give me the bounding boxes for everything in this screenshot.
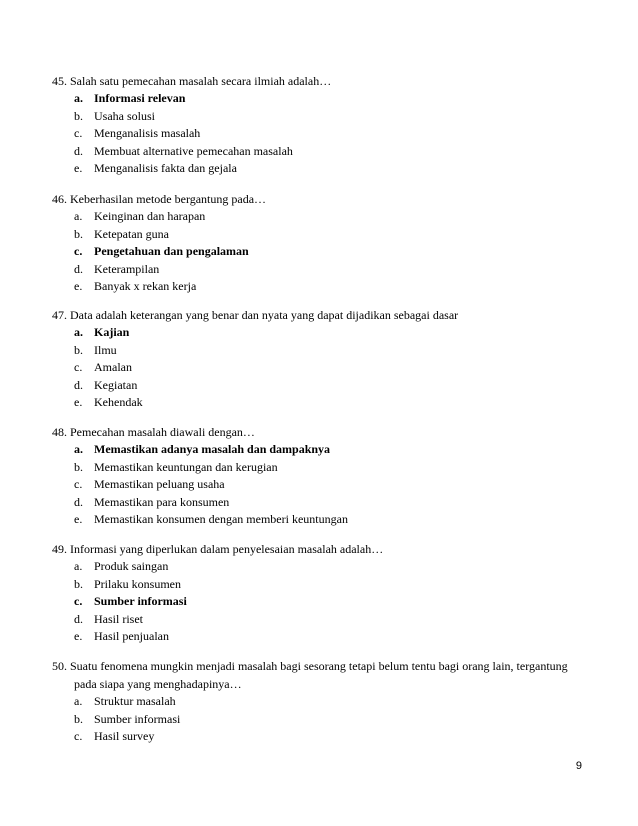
option-letter: b. bbox=[74, 711, 83, 726]
option-letter: c. bbox=[74, 477, 83, 492]
question-number: 45. bbox=[52, 74, 67, 88]
option-d bbox=[74, 143, 592, 161]
option-a bbox=[74, 558, 592, 576]
question-number: 47. bbox=[52, 308, 67, 322]
option-text: Memastikan adanya masalah dan dampaknya bbox=[94, 442, 331, 456]
question-stem bbox=[52, 657, 592, 693]
question-stem bbox=[52, 540, 592, 558]
option-text: Memastikan konsumen dengan memberi keuntungan bbox=[94, 512, 348, 527]
option-text: Sumber informasi bbox=[94, 594, 187, 609]
question-49 bbox=[52, 540, 592, 646]
question-45 bbox=[52, 72, 592, 178]
option-text: Memastikan keuntungan dan kerugian bbox=[94, 459, 278, 474]
option-list bbox=[74, 441, 592, 529]
question-number: 46. bbox=[52, 192, 67, 206]
option-d bbox=[74, 494, 592, 512]
question-text: Pemecahan masalah diawali dengan… bbox=[70, 425, 255, 439]
option-letter: c. bbox=[74, 360, 83, 375]
option-c bbox=[74, 593, 592, 611]
question-47 bbox=[52, 306, 592, 412]
option-d bbox=[74, 611, 592, 629]
option-text: Ilmu bbox=[94, 342, 117, 357]
option-text: Banyak x rekan kerja bbox=[94, 279, 197, 294]
option-text: Menganalisis fakta dan gejala bbox=[94, 161, 237, 176]
question-stem bbox=[52, 72, 592, 90]
option-letter: e. bbox=[74, 279, 83, 294]
question-text: Informasi yang diperlukan dalam penyelesaian masalah adalah… bbox=[70, 542, 384, 556]
question-text: Data adalah keterangan yang benar dan nyata yang dapat dijadikan sebagai dasar bbox=[70, 308, 459, 322]
option-letter: d. bbox=[74, 611, 83, 626]
question-stem bbox=[52, 423, 592, 441]
option-list bbox=[74, 90, 592, 178]
option-a bbox=[74, 441, 592, 459]
option-text: Pengetahuan dan pengalaman bbox=[94, 244, 249, 259]
option-letter: e. bbox=[74, 395, 83, 410]
option-b bbox=[74, 711, 592, 729]
option-letter: c. bbox=[74, 594, 83, 609]
option-letter: a. bbox=[74, 91, 83, 105]
question-stem bbox=[52, 306, 592, 324]
option-letter: d. bbox=[74, 261, 83, 276]
option-d bbox=[74, 377, 592, 395]
option-b bbox=[74, 108, 592, 126]
option-e bbox=[74, 511, 592, 529]
option-c bbox=[74, 125, 592, 143]
option-letter: a. bbox=[74, 325, 83, 339]
option-letter: e. bbox=[74, 161, 83, 176]
option-letter: c. bbox=[74, 729, 83, 744]
option-letter: d. bbox=[74, 494, 83, 509]
option-c bbox=[74, 243, 592, 261]
option-a bbox=[74, 208, 592, 226]
option-text: Keinginan dan harapan bbox=[94, 209, 206, 223]
option-c bbox=[74, 728, 592, 746]
option-text: Hasil survey bbox=[94, 729, 155, 744]
option-letter: c. bbox=[74, 244, 83, 259]
option-e bbox=[74, 628, 592, 646]
option-text: Amalan bbox=[94, 360, 132, 375]
option-b bbox=[74, 459, 592, 477]
option-text: Informasi relevan bbox=[94, 91, 186, 105]
option-letter: b. bbox=[74, 576, 83, 591]
question-text: Keberhasilan metode bergantung pada… bbox=[70, 192, 267, 206]
option-e bbox=[74, 160, 592, 178]
option-e bbox=[74, 278, 592, 296]
option-letter: d. bbox=[74, 143, 83, 158]
option-a bbox=[74, 324, 592, 342]
option-letter: a. bbox=[74, 694, 83, 708]
option-text: Prilaku konsumen bbox=[94, 576, 181, 591]
option-text: Hasil penjualan bbox=[94, 629, 169, 644]
option-b bbox=[74, 576, 592, 594]
option-list bbox=[74, 558, 592, 646]
question-48 bbox=[52, 423, 592, 529]
option-letter: a. bbox=[74, 559, 83, 573]
option-a bbox=[74, 693, 592, 711]
option-text: Produk saingan bbox=[94, 559, 169, 573]
option-text: Membuat alternative pemecahan masalah bbox=[94, 143, 293, 158]
question-stem bbox=[52, 190, 592, 208]
option-letter: e. bbox=[74, 512, 83, 527]
option-letter: a. bbox=[74, 442, 83, 456]
option-c bbox=[74, 359, 592, 377]
option-b bbox=[74, 342, 592, 360]
option-text: Sumber informasi bbox=[94, 711, 181, 726]
option-b bbox=[74, 226, 592, 244]
option-text: Kajian bbox=[94, 325, 130, 339]
question-number: 50. bbox=[52, 659, 67, 673]
question-50 bbox=[52, 657, 592, 746]
question-text: Suatu fenomena mungkin menjadi masalah bagi sesorang tetapi belum tentu bagi orang lain, tergantung pada siapa yang menghadapinya… bbox=[70, 659, 568, 691]
option-e bbox=[74, 394, 592, 412]
option-letter: c. bbox=[74, 126, 83, 141]
question-number: 49. bbox=[52, 542, 67, 556]
option-a bbox=[74, 90, 592, 108]
question-number: 48. bbox=[52, 425, 67, 439]
option-text: Menganalisis masalah bbox=[94, 126, 201, 141]
option-letter: d. bbox=[74, 377, 83, 392]
option-text: Ketepatan guna bbox=[94, 226, 169, 241]
option-text: Kegiatan bbox=[94, 377, 138, 392]
question-46 bbox=[52, 190, 592, 296]
option-letter: b. bbox=[74, 108, 83, 123]
option-list bbox=[74, 693, 592, 746]
question-text: Salah satu pemecahan masalah secara ilmiah adalah… bbox=[70, 74, 332, 88]
option-list bbox=[74, 208, 592, 296]
option-text: Usaha solusi bbox=[94, 108, 155, 123]
option-letter: b. bbox=[74, 342, 83, 357]
option-text: Keterampilan bbox=[94, 261, 160, 276]
option-text: Hasil riset bbox=[94, 611, 143, 626]
option-list bbox=[74, 324, 592, 412]
option-letter: b. bbox=[74, 226, 83, 241]
page-number: 9 bbox=[575, 760, 582, 772]
option-letter: b. bbox=[74, 459, 83, 474]
option-text: Memastikan para konsumen bbox=[94, 494, 230, 509]
option-text: Struktur masalah bbox=[94, 694, 176, 708]
option-text: Memastikan peluang usaha bbox=[94, 477, 225, 492]
option-letter: a. bbox=[74, 209, 83, 223]
option-c bbox=[74, 476, 592, 494]
option-text: Kehendak bbox=[94, 395, 143, 410]
option-letter: e. bbox=[74, 629, 83, 644]
option-d bbox=[74, 261, 592, 279]
